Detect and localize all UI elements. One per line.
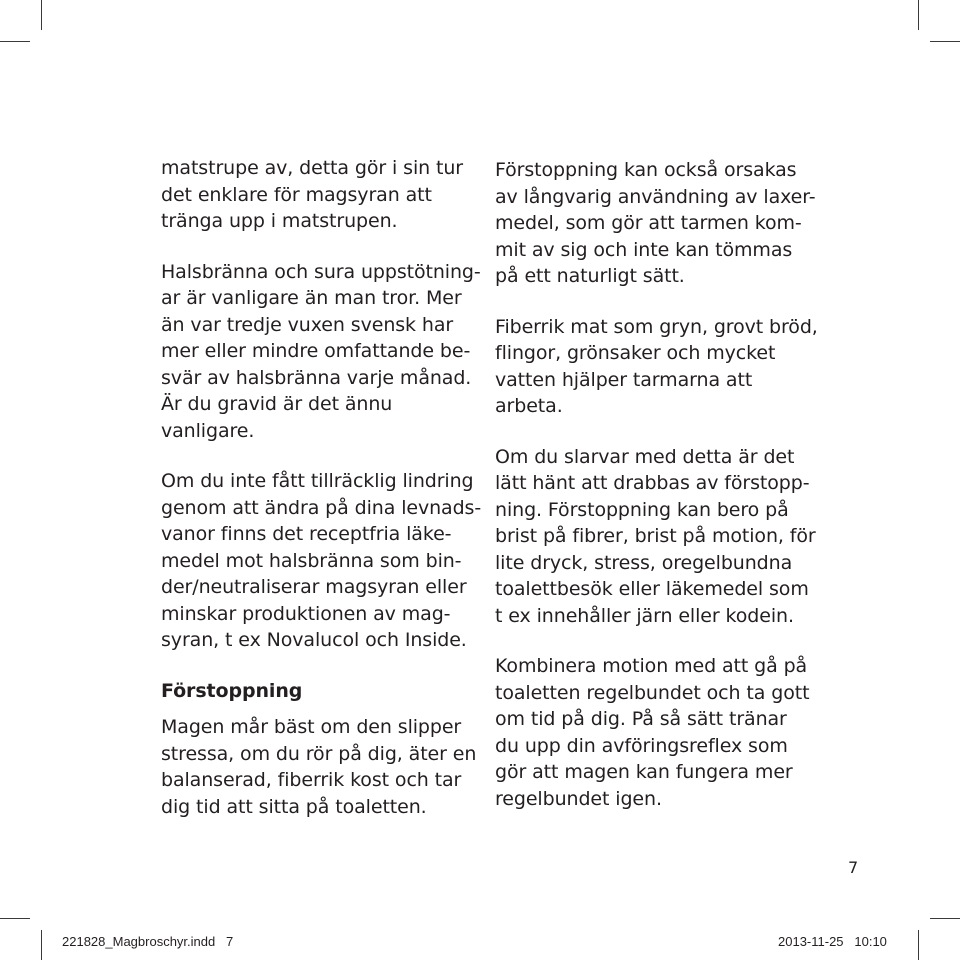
paragraph: Fiberrik mat som gryn, grovt bröd, flingor, grönsaker och mycket vatten hjälper tarmarna att arbeta.	[495, 315, 818, 417]
crop-mark	[0, 918, 30, 919]
left-column	[161, 155, 491, 820]
paragraph: Halsbränna och sura uppstötning- ar är vanligare än man tror. Mer än var tredje vuxen svensk har mer eller mindre omfattande be- svär av halsbränna varje månad. Är du gravid är det ännu vanligare.	[161, 260, 481, 442]
slug-timestamp: 2013-11-25 10:10	[778, 934, 887, 949]
paragraph: Magen mår bäst om den slipper stressa, om du rör på dig, äter en balanserad, fiberrik kost och tar dig tid att sitta på toaletten.	[161, 716, 477, 818]
crop-mark	[918, 930, 919, 960]
paragraph: Om du slarvar med detta är det lätt hänt att drabbas av förstopp- ning. Förstoppning kan bero på brist på fibrer, brist på motion, för lite dryck, stress, oregelbundna toalettbesök eller läkemedel som t ex innehåller järn eller kodein.	[495, 445, 816, 627]
section-heading: Förstoppning	[161, 679, 303, 702]
slug-filename: 221828_Magbroschyr.indd 7	[62, 934, 234, 949]
crop-mark	[930, 41, 960, 42]
crop-mark	[41, 930, 42, 960]
crop-mark	[930, 918, 960, 919]
paragraph: matstrupe av, detta gör i sin tur det enklare för magsyran att tränga upp i matstrupen.	[161, 157, 464, 232]
paragraph: Förstoppning kan också orsakas av långvarig användning av laxer- medel, som gör att tarmen kom- mit av sig och inte kan tömmas på ett naturligt sätt.	[495, 159, 816, 287]
crop-mark	[41, 0, 42, 30]
crop-mark	[0, 41, 30, 42]
page-number: 7	[848, 858, 859, 877]
right-column	[495, 157, 825, 812]
paragraph: Kombinera motion med att gå på toaletten regelbundet och ta gott om tid på dig. På så sätt tränar du upp din avföringsreflex som gör att magen kan fungera mer regelbundet igen.	[495, 655, 810, 810]
paragraph: Om du inte fått tillräcklig lindring genom att ändra på dina levnads- vanor finns det receptfria läke- medel mot halsbränna som bin- der/neutraliserar magsyran eller minskar produktionen av mag- syran, t ex Novalucol och Inside.	[161, 470, 482, 651]
crop-mark	[918, 0, 919, 30]
